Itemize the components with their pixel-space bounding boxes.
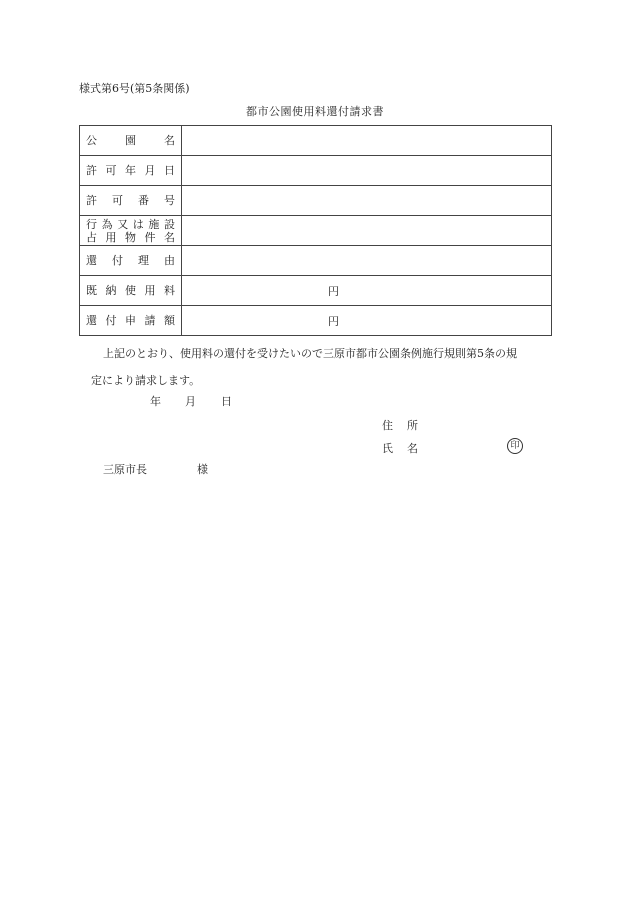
addressee-line [0,461,630,477]
field-permit-date[interactable] [182,156,552,186]
yen-unit: 円 [328,284,339,298]
table-row [80,216,552,246]
field-refund-reason[interactable] [182,246,552,276]
request-form-table [79,125,552,336]
date-month-label: 月 [185,395,196,408]
date-year-label: 年 [150,395,161,408]
yen-unit: 円 [328,314,339,328]
label-paid-fee: 既 納 使 用 料 [80,276,182,306]
table-row [80,246,552,276]
table-row [80,126,552,156]
label-refund-amount: 還 付 申 請 額 [80,306,182,336]
name-label-part2: 名 [407,442,418,455]
field-paid-fee[interactable] [182,276,552,306]
name-label-part1: 氏 [382,442,393,455]
table-row [80,276,552,306]
address-line [0,417,630,435]
field-park-name[interactable] [182,126,552,156]
label-permit-date: 許 可 年 月 日 [80,156,182,186]
label-permit-number: 許 可 番 号 [80,186,182,216]
address-label-part1: 住 [382,419,393,432]
field-act-or-facility[interactable] [182,216,552,246]
seal-mark-icon: 印 [507,438,523,454]
date-line [0,393,630,409]
table-row [80,186,552,216]
document-title: 都市公園使用料還付請求書 [246,105,384,118]
request-statement-line2: 定により請求します。 [91,374,201,387]
field-refund-amount[interactable] [182,306,552,336]
request-statement-line1: 上記のとおり、使用料の還付を受けたいので三原市都市公園条例施行規則第5条の規 [103,347,517,360]
label-act-or-facility: 行 為 又 は 施 設 占 用 物 件 名 [80,216,182,246]
date-day-label: 日 [221,395,232,408]
name-line [0,440,630,458]
table-row [80,156,552,186]
field-permit-number[interactable] [182,186,552,216]
label-refund-reason: 還 付 理 由 [80,246,182,276]
addressee-honorific: 様 [197,463,208,476]
address-label-part2: 所 [407,419,418,432]
label-park-name: 公 園 名 [80,126,182,156]
form-number-label: 様式第6号(第5条関係) [79,82,190,95]
addressee-mayor: 三原市長 [103,463,147,476]
table-row [80,306,552,336]
